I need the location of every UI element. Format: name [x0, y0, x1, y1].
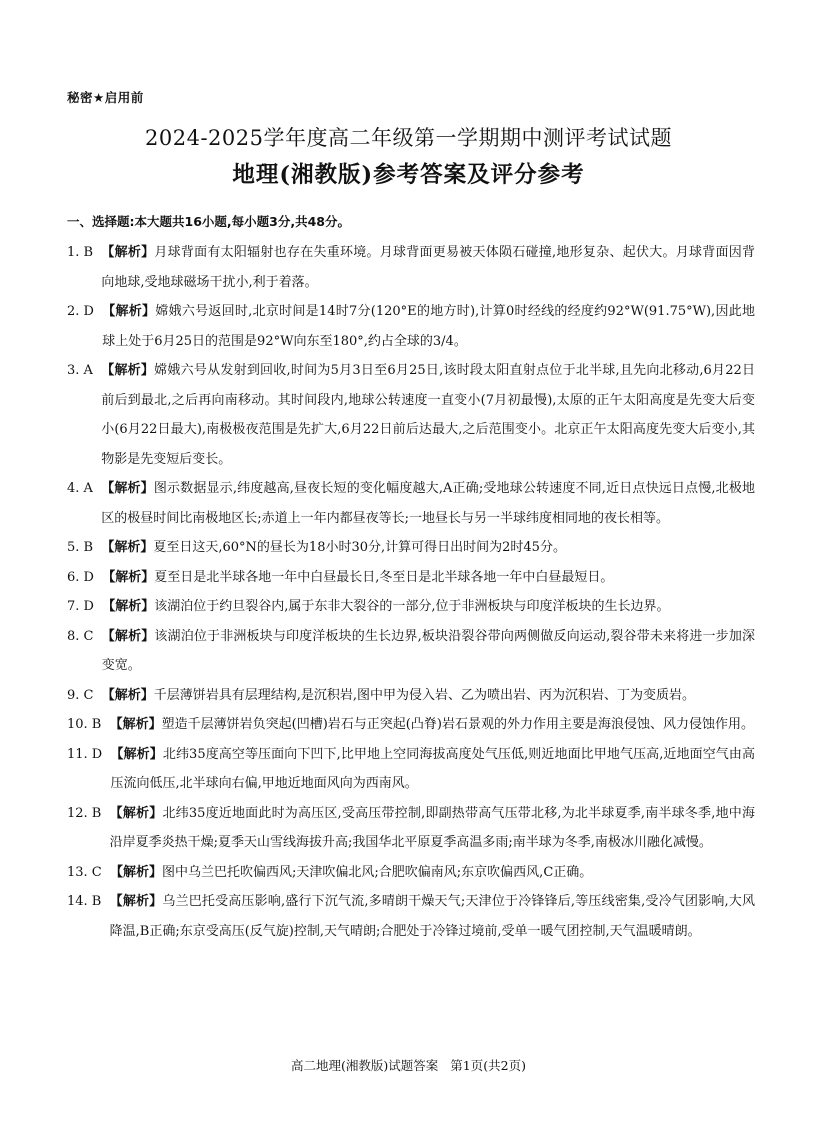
analysis-tag: 【解析】 [109, 805, 163, 821]
footer-document-name: 高二地理(湘教版)试题答案 [291, 1058, 439, 1073]
item-body [102, 297, 755, 356]
item-body [101, 533, 755, 563]
analysis-text: 夏至日是北半球各地一年中白昼最长日,冬至日是北半球各地一年中白昼最短日。 [154, 569, 614, 585]
answer-item [67, 622, 755, 681]
analysis-tag: 【解析】 [102, 599, 155, 614]
item-number: 5. B [67, 540, 94, 555]
item-number: 7. D [67, 599, 94, 614]
item-body [101, 474, 755, 533]
item-number: 6. D [67, 569, 94, 585]
analysis-tag: 【解析】 [101, 628, 155, 644]
answer-list [67, 238, 755, 946]
item-number: 1. B [67, 245, 94, 260]
item-body [101, 356, 755, 474]
item-number: 4. A [67, 481, 93, 496]
analysis-text: 图示数据显示,纬度越高,昼夜长短的变化幅度越大,A正确;受地球公转速度不同,近日点快远日点慢,北极地区的极昼时间比南极地区长;赤道上一年内都昼夜等长;一地昼长与另一半球纬度相同地的夜长相等。 [101, 481, 755, 526]
analysis-text: 图中乌兰巴托吹偏西风;天津吹偏北风;合肥吹偏南风;东京吹偏西风,C正确。 [162, 864, 593, 880]
analysis-tag: 【解析】 [110, 864, 163, 880]
item-number: 14. B [67, 894, 102, 909]
item-body [102, 681, 755, 711]
exam-title: 2024-2025学年度高二年级第一学期期中测评考试试题 [145, 126, 672, 150]
item-number: 3. A [67, 363, 93, 378]
footer-page-number: 第1页(共2页) [450, 1058, 526, 1073]
answer-item [67, 858, 755, 888]
item-body [102, 563, 755, 593]
item-number: 10. B [67, 717, 102, 732]
answer-key-title: 地理(湘教版)参考答案及评分参考 [232, 162, 585, 188]
answer-item [67, 740, 755, 799]
analysis-text: 该湖泊位于约旦裂谷内,属于东非大裂谷的一部分,位于非洲板块与印度洋板块的生长边界。 [154, 599, 670, 614]
item-number: 12. B [67, 805, 102, 821]
confidential-label: 秘密★启用前 [67, 90, 144, 105]
page-footer [0, 1056, 817, 1074]
item-number: 11. D [67, 746, 103, 762]
item-body [102, 592, 755, 622]
answer-item [67, 710, 755, 740]
item-number: 13. C [67, 864, 102, 880]
analysis-text: 嫦娥六号从发射到回收,时间为5月3日至6月25日,该时段太阳直射点位于北半球,且先向北移动,6月22日前后到最北,之后再向南移动。其时间段内,地球公转速度一直变小(7月初最慢),太原的正午太阳高度是先变大后变小(6月22日最大),南极极夜范围是先扩大,6月22日前后达最大,之后范围变小。北京正午太阳高度先变大后变小,其物影是先变短后变长。 [101, 363, 755, 467]
item-body [110, 887, 755, 946]
analysis-tag: 【解析】 [101, 481, 154, 496]
item-body [102, 622, 755, 681]
answer-item [67, 563, 755, 593]
analysis-text: 月球背面有太阳辐射也存在失重环境。月球背面更易被天体陨石碰撞,地形复杂、起伏大。月球背面因背向地球,受地球磁场干扰小,利于着落。 [101, 245, 755, 290]
analysis-tag: 【解析】 [110, 746, 163, 762]
analysis-text: 该湖泊位于非洲板块与印度洋板块的生长边界,板块沿裂谷带向两侧做反向运动,裂谷带未来将进一步加深变宽。 [101, 628, 755, 673]
answer-item [67, 474, 755, 533]
section-heading: 一、选择题:本大题共16小题,每小题3分,共48分。 [67, 214, 350, 229]
answer-item [67, 799, 755, 858]
analysis-text: 乌兰巴托受高压影响,盛行下沉气流,多晴朗干燥天气;天津位于冷锋锋后,等压线密集,受冷气团影响,大风降温,B正确;东京受高压(反气旋)控制,天气晴朗;合肥处于冷锋过境前,受单一暖气团控制,天气温暖晴朗。 [109, 894, 755, 939]
analysis-tag: 【解析】 [102, 569, 155, 585]
analysis-tag: 【解析】 [102, 304, 156, 319]
analysis-text: 夏至日这天,60°N的昼长为18小时30分,计算可得日出时间为2时45分。 [153, 540, 566, 555]
answer-item [67, 533, 755, 563]
item-number: 8. C [67, 628, 94, 644]
analysis-tag: 【解析】 [101, 245, 155, 260]
analysis-text: 千层薄饼岩具有层理结构,是沉积岩,图中甲为侵入岩、乙为喷出岩、丙为沉积岩、丁为变质岩。 [153, 687, 696, 703]
item-body [110, 858, 755, 888]
analysis-tag: 【解析】 [109, 717, 162, 732]
answer-item [67, 592, 755, 622]
item-body [110, 710, 755, 740]
answer-item [67, 887, 755, 946]
item-number: 2. D [67, 304, 94, 319]
answer-item [67, 297, 755, 356]
answer-item [67, 238, 755, 297]
analysis-text: 塑造千层薄饼岩负突起(凹槽)岩石与正突起(凸脊)岩石景观的外力作用主要是海浪侵蚀、风力侵蚀作用。 [161, 717, 754, 732]
answer-item [67, 356, 755, 474]
analysis-tag: 【解析】 [109, 894, 163, 909]
analysis-text: 嫦娥六号返回时,北京时间是14时7分(120°E的地方时),计算0时经线的经度约92°W(91.75°W),因此地球上处于6月25日的范围是92°W向东至180°,约占全球的3/4。 [102, 304, 755, 349]
analysis-tag: 【解析】 [101, 363, 155, 378]
item-number: 9. C [67, 687, 94, 703]
analysis-tag: 【解析】 [101, 687, 154, 703]
item-body [111, 740, 756, 799]
analysis-text: 北纬35度近地面此时为高压区,受高压带控制,即副热带高气压带北移,为北半球夏季,南半球冬季,地中海沿岸夏季炎热干燥;夏季天山雪线海拔升高;我国华北平原夏季高温多雨;南半球为冬季,南极冰川融化减慢。 [109, 805, 755, 850]
answer-item [67, 681, 755, 711]
item-body [101, 238, 755, 297]
analysis-tag: 【解析】 [101, 540, 154, 555]
analysis-text: 北纬35度高空等压面向下凹下,比甲地上空同海拔高度处气压低,则近地面比甲地气压高,近地面空气由高压流向低压,北半球向右偏,甲地近地面风向为西南风。 [110, 746, 755, 791]
item-body [110, 799, 755, 858]
